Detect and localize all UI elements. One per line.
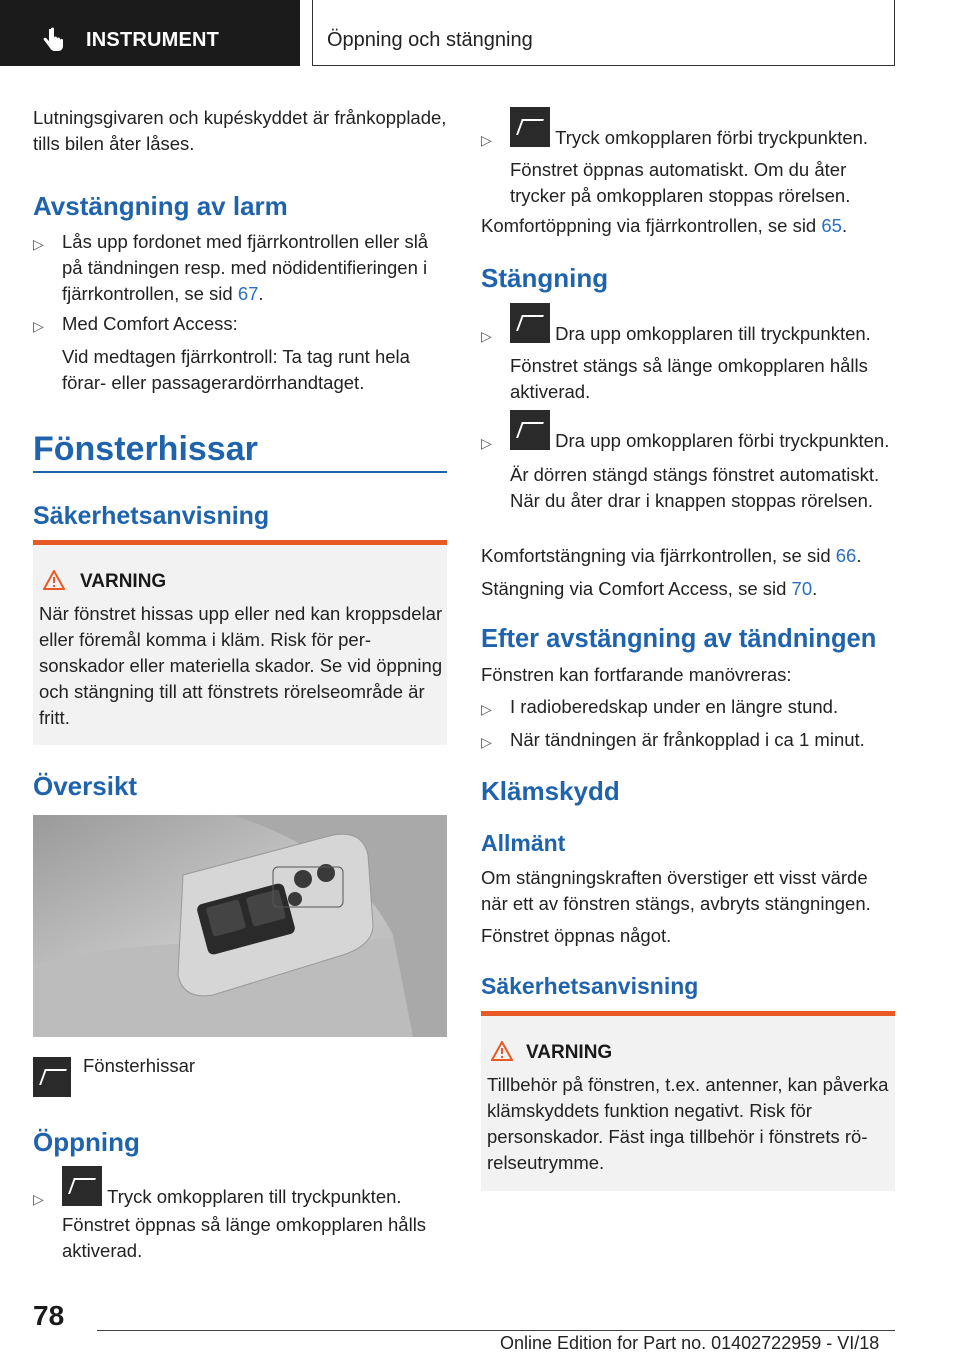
- after-off-item: I radioberedskap under en längre stund.: [510, 696, 839, 717]
- window-switch-icon: [510, 303, 550, 343]
- ca-close-text: Stängning via Comfort Access, se sid 70.: [481, 578, 818, 599]
- list-item: [481, 727, 895, 753]
- triangle-bullet-icon: ▷: [481, 734, 492, 750]
- warning-text: Tillbehör på fönstren, t.ex. antenner, kan påverka klämskyddets funktion negativt. Risk för personskador. Fäst inga tillbehör i fönstrets rörelseutrymme.: [487, 1074, 889, 1173]
- triangle-bullet-icon: ▷: [33, 1191, 44, 1207]
- warning-box: [33, 540, 447, 745]
- comfort-open-text: Komfortöppning via fjärrkontrollen, se sid 65.: [481, 215, 848, 236]
- list-item: [481, 107, 895, 209]
- ca-close-label: Stängning via Comfort Access, se sid: [481, 578, 792, 599]
- list-item: [481, 410, 895, 514]
- window-switch-icon: [510, 107, 550, 147]
- list-item: [33, 1166, 447, 1264]
- heading-rule: [33, 471, 447, 473]
- warning-icon: [43, 570, 65, 590]
- general-text: Om stängningskraften överstiger ett visst värde när ett av fönstren stängs, avbryts stängningen.: [481, 867, 871, 914]
- comfort-close-text: Komfortstängning via fjärrkontrollen, se sid 66.: [481, 545, 862, 566]
- windows-heading: Fönsterhissar: [33, 430, 258, 468]
- overview-heading: Översikt: [33, 771, 138, 801]
- footer-edition: Online Edition for Part no. 01402722959 - VI/18: [500, 1333, 880, 1353]
- general-heading: Allmänt: [481, 830, 566, 856]
- photo-legend: [33, 1057, 71, 1097]
- comfort-open-label: Komfortöppning via fjärrkontrollen, se sid: [481, 215, 822, 236]
- closing-item-text: Dra upp omkopplaren till tryckpunkten.: [555, 323, 871, 344]
- opening-heading: Öppning: [33, 1127, 140, 1157]
- page-number: 78: [33, 1300, 65, 1331]
- opening-item-text: Tryck omkopplaren förbi tryckpunkten.: [555, 127, 869, 148]
- window-switch-photo: [33, 815, 447, 1037]
- list-item: [33, 229, 447, 307]
- after-off-heading: Efter avstängning av tändningen: [481, 625, 877, 653]
- opening-item-subtext: Fönstret öppnas automatiskt. Om du åter trycker på omkopplaren stoppas rörelsen.: [510, 159, 851, 206]
- alarm-item-text: Med Comfort Access:: [62, 313, 238, 334]
- photo-caption: Fönsterhissar: [83, 1055, 196, 1076]
- warning-text: När fönstret hissas upp eller ned kan kroppsdelar eller föremål komma i kläm. Risk för personskador eller materiella skador. Se vid öppning och stängning till att fönstrets rörelseområde är fritt.: [39, 603, 443, 728]
- triangle-bullet-icon: ▷: [33, 318, 44, 334]
- closing-item-text: Dra upp omkopplaren förbi tryckpunkten.: [555, 430, 890, 451]
- triangle-bullet-icon: ▷: [481, 328, 492, 344]
- page-ref-link[interactable]: 65: [821, 215, 842, 236]
- warning-title: VARNING: [80, 571, 167, 592]
- alarm-item-text: Lås upp fordonet med fjärrkontrollen eller slå på tändningen resp. med nödidentifieringen i fjärrkontrollen, se sid: [62, 231, 429, 304]
- opening-item-subtext: Fönstret öppnas så länge omkopplaren hålls aktiverad.: [62, 1214, 427, 1261]
- section-header: [312, 0, 895, 66]
- warning-icon: [491, 1041, 513, 1061]
- footer-rule: [97, 1330, 895, 1331]
- list-item: [481, 694, 895, 720]
- opening-item-text: Tryck omkopplaren till tryckpunkten.: [107, 1186, 402, 1207]
- list-item: [33, 311, 447, 396]
- pinch-heading: Klämskydd: [481, 776, 620, 806]
- alarm-item-subtext: Vid medtagen fjärrkontroll: Ta tag runt hela förar- eller passagerardörrhandtaget.: [62, 346, 410, 393]
- punct: .: [258, 283, 264, 304]
- section-title: Öppning och stängning: [327, 29, 533, 51]
- warning-title: VARNING: [526, 1042, 613, 1063]
- alarm-off-heading: Avstängning av larm: [33, 191, 288, 221]
- chapter-title: INSTRUMENT: [86, 29, 220, 51]
- closing-heading: Stängning: [481, 263, 609, 293]
- triangle-bullet-icon: ▷: [481, 435, 492, 451]
- triangle-bullet-icon: ▷: [33, 236, 44, 252]
- closing-item-subtext: Är dörren stängd stängs fönstret automatiskt. När du åter drar i knappen stoppas rörelsen.: [510, 464, 880, 511]
- triangle-bullet-icon: ▷: [481, 701, 492, 717]
- chapter-tab: [0, 0, 300, 66]
- window-switch-icon: [33, 1057, 71, 1097]
- window-switch-icon: [510, 410, 550, 450]
- triangle-bullet-icon: ▷: [481, 132, 492, 148]
- general-text-2: Fönstret öppnas något.: [481, 925, 672, 946]
- page-ref-link[interactable]: 70: [791, 578, 813, 599]
- after-off-intro: Fönstren kan fortfarande manövreras:: [481, 664, 792, 685]
- warning-box: [481, 1011, 895, 1191]
- hand-icon: [40, 27, 66, 53]
- intro-text: Lutningsgivaren och kupéskyddet är frånkopplade, tills bilen åter låses.: [33, 107, 447, 154]
- page-ref-link[interactable]: 66: [835, 545, 857, 566]
- closing-item-subtext: Fönstret stängs så länge omkopplaren hålls aktiverad.: [510, 355, 868, 402]
- list-item: [481, 303, 895, 405]
- window-switch-icon: [62, 1166, 102, 1206]
- comfort-close-label: Komfortstängning via fjärrkontrollen, se sid: [481, 545, 836, 566]
- safety-heading: Säkerhetsanvisning: [33, 502, 270, 530]
- page-ref-link[interactable]: 67: [237, 283, 259, 304]
- after-off-item: När tändningen är frånkopplad i ca 1 minut.: [510, 729, 865, 750]
- safety-heading-2: Säkerhetsanvisning: [481, 973, 699, 999]
